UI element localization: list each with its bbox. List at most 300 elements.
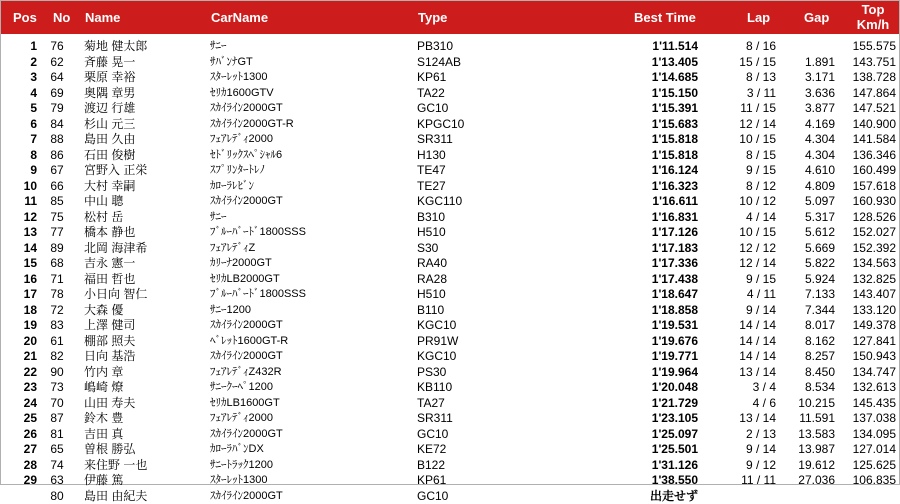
cell-best-time: 1'13.405 <box>600 55 698 71</box>
cell-best-time: 1'31.126 <box>600 458 698 474</box>
cell-best-time: 1'17.126 <box>600 225 698 241</box>
cell-carname: ｽﾀｰﾚｯﾄ1300 <box>210 473 267 489</box>
cell-lap: 12 / 14 <box>700 256 776 272</box>
cell-no: 84 <box>42 117 72 133</box>
cell-name: 伊藤 篤 <box>84 473 123 489</box>
header-type: Type <box>418 10 447 25</box>
cell-carname: ﾌｪｱﾚﾃﾞｨ2000 <box>210 132 273 148</box>
cell-best-time: 1'19.531 <box>600 318 698 334</box>
header-no: No <box>53 10 70 25</box>
cell-name: 上澤 健司 <box>84 318 135 334</box>
cell-best-time: 1'16.323 <box>600 179 698 195</box>
table-row <box>0 318 900 334</box>
cell-carname: ﾌﾞﾙｰﾊﾞｰﾄﾞ1800SSS <box>210 225 306 241</box>
cell-best-time: 1'38.550 <box>600 473 698 489</box>
cell-gap: 8.534 <box>780 380 835 396</box>
cell-lap: 13 / 14 <box>700 365 776 381</box>
cell-pos: 13 <box>0 225 37 241</box>
cell-no: 81 <box>42 427 72 443</box>
cell-type: GC10 <box>417 489 448 504</box>
cell-type: KB110 <box>417 380 452 396</box>
cell-gap: 7.133 <box>780 287 835 303</box>
cell-no: 87 <box>42 411 72 427</box>
cell-no: 74 <box>42 458 72 474</box>
cell-top-speed: 127.014 <box>840 442 896 458</box>
cell-name: 棚部 照夫 <box>84 334 135 350</box>
cell-gap: 4.169 <box>780 117 835 133</box>
cell-type: KPGC10 <box>417 117 464 133</box>
cell-gap: 4.610 <box>780 163 835 179</box>
cell-type: PB310 <box>417 39 453 55</box>
cell-no: 68 <box>42 256 72 272</box>
table-row <box>0 334 900 350</box>
cell-pos: 23 <box>0 380 37 396</box>
cell-pos: 16 <box>0 272 37 288</box>
cell-lap: 10 / 12 <box>700 194 776 210</box>
cell-name: 島田 由紀夫 <box>84 489 147 504</box>
cell-best-time: 1'15.150 <box>600 86 698 102</box>
cell-no: 70 <box>42 396 72 412</box>
cell-type: B122 <box>417 458 445 474</box>
results-rows <box>0 39 900 504</box>
cell-name: 日向 基浩 <box>84 349 135 365</box>
cell-no: 76 <box>42 39 72 55</box>
cell-best-time: 出走せず <box>600 489 698 504</box>
cell-best-time: 1'21.729 <box>600 396 698 412</box>
cell-carname: ｽｶｲﾗｲﾝ2000GT <box>210 194 283 210</box>
cell-pos: 11 <box>0 194 37 210</box>
table-row <box>0 179 900 195</box>
cell-gap: 13.987 <box>780 442 835 458</box>
table-row <box>0 473 900 489</box>
cell-name: 曽根 勝弘 <box>84 442 135 458</box>
header-best-time: Best Time <box>634 10 696 25</box>
cell-lap: 8 / 15 <box>700 148 776 164</box>
cell-best-time: 1'23.105 <box>600 411 698 427</box>
cell-lap: 3 / 11 <box>700 86 776 102</box>
cell-pos: 14 <box>0 241 37 257</box>
cell-pos: 2 <box>0 55 37 71</box>
cell-no: 64 <box>42 70 72 86</box>
table-row <box>0 148 900 164</box>
cell-carname: ﾌｪｱﾚﾃﾞｨ2000 <box>210 411 273 427</box>
table-row <box>0 427 900 443</box>
cell-no: 73 <box>42 380 72 396</box>
cell-name: 杉山 元三 <box>84 117 135 133</box>
cell-no: 85 <box>42 194 72 210</box>
cell-pos: 8 <box>0 148 37 164</box>
cell-best-time: 1'14.685 <box>600 70 698 86</box>
cell-type: B310 <box>417 210 445 226</box>
cell-pos: 28 <box>0 458 37 474</box>
cell-best-time: 1'18.647 <box>600 287 698 303</box>
cell-gap: 5.822 <box>780 256 835 272</box>
cell-carname: ｽﾀｰﾚｯﾄ1300 <box>210 70 267 86</box>
cell-type: S30 <box>417 241 438 257</box>
cell-lap: 9 / 14 <box>700 442 776 458</box>
cell-gap: 5.097 <box>780 194 835 210</box>
cell-best-time: 1'16.611 <box>600 194 698 210</box>
cell-type: KGC110 <box>417 194 462 210</box>
header-lap: Lap <box>747 10 770 25</box>
cell-top-speed: 140.900 <box>840 117 896 133</box>
cell-type: GC10 <box>417 101 448 117</box>
cell-gap: 11.591 <box>780 411 835 427</box>
cell-gap: 8.450 <box>780 365 835 381</box>
cell-carname: ｻﾆｰ <box>210 210 227 226</box>
cell-pos: 27 <box>0 442 37 458</box>
cell-pos: 24 <box>0 396 37 412</box>
cell-carname: ｶﾛｰﾗﾊﾞﾝDX <box>210 442 264 458</box>
cell-gap: 5.317 <box>780 210 835 226</box>
header-top-line1: Top <box>853 2 893 17</box>
table-row <box>0 380 900 396</box>
cell-top-speed: 147.864 <box>840 86 896 102</box>
cell-top-speed: 125.625 <box>840 458 896 474</box>
cell-top-speed: 134.747 <box>840 365 896 381</box>
table-row <box>0 287 900 303</box>
cell-name: 山田 寿夫 <box>84 396 135 412</box>
cell-no: 77 <box>42 225 72 241</box>
cell-top-speed: 157.618 <box>840 179 896 195</box>
cell-carname: ｾﾘｶLB1600GT <box>210 396 280 412</box>
cell-lap: 4 / 14 <box>700 210 776 226</box>
cell-top-speed: 134.095 <box>840 427 896 443</box>
table-header <box>1 1 899 34</box>
cell-name: 北岡 海津希 <box>84 241 147 257</box>
cell-carname: ｾﾄﾞﾘｯｸｽﾍﾟｼｬﾙ6 <box>210 148 282 164</box>
table-row <box>0 272 900 288</box>
cell-carname: ﾌｪｱﾚﾃﾞｨZ <box>210 241 255 257</box>
cell-type: KGC10 <box>417 349 456 365</box>
cell-no: 75 <box>42 210 72 226</box>
cell-name: 小日向 智仁 <box>84 287 147 303</box>
cell-no: 65 <box>42 442 72 458</box>
table-row <box>0 210 900 226</box>
cell-carname: ｽｶｲﾗｲﾝ2000GT-R <box>210 117 294 133</box>
cell-lap: 15 / 15 <box>700 55 776 71</box>
table-row <box>0 458 900 474</box>
cell-name: 鈴木 豊 <box>84 411 123 427</box>
cell-carname: ｽｶｲﾗｲﾝ2000GT <box>210 318 283 334</box>
cell-name: 奥隅 章男 <box>84 86 135 102</box>
cell-no: 78 <box>42 287 72 303</box>
cell-best-time: 1'19.676 <box>600 334 698 350</box>
cell-lap: 14 / 14 <box>700 334 776 350</box>
cell-no: 79 <box>42 101 72 117</box>
cell-lap: 13 / 14 <box>700 411 776 427</box>
cell-carname: ｻﾆｰ1200 <box>210 303 251 319</box>
table-row <box>0 256 900 272</box>
cell-type: RA28 <box>417 272 447 288</box>
header-gap: Gap <box>804 10 829 25</box>
cell-best-time: 1'18.858 <box>600 303 698 319</box>
cell-top-speed: 137.038 <box>840 411 896 427</box>
cell-top-speed: 152.392 <box>840 241 896 257</box>
cell-type: H510 <box>417 287 446 303</box>
cell-best-time: 1'11.514 <box>600 39 698 55</box>
cell-best-time: 1'19.964 <box>600 365 698 381</box>
cell-best-time: 1'16.831 <box>600 210 698 226</box>
cell-top-speed: 155.575 <box>840 39 896 55</box>
cell-no: 82 <box>42 349 72 365</box>
cell-gap: 8.257 <box>780 349 835 365</box>
cell-name: 大村 幸嗣 <box>84 179 135 195</box>
cell-pos: 19 <box>0 318 37 334</box>
table-row <box>0 411 900 427</box>
cell-top-speed: 138.728 <box>840 70 896 86</box>
table-row <box>0 303 900 319</box>
cell-top-speed: 141.584 <box>840 132 896 148</box>
cell-name: 斉藤 晃一 <box>84 55 135 71</box>
cell-type: GC10 <box>417 427 448 443</box>
cell-pos: 20 <box>0 334 37 350</box>
cell-lap: 12 / 14 <box>700 117 776 133</box>
cell-top-speed: 160.930 <box>840 194 896 210</box>
cell-type: KP61 <box>417 70 446 86</box>
cell-name: 竹内 章 <box>84 365 123 381</box>
cell-best-time: 1'15.683 <box>600 117 698 133</box>
cell-type: S124AB <box>417 55 461 71</box>
table-row <box>0 70 900 86</box>
cell-gap: 4.304 <box>780 132 835 148</box>
cell-pos: 29 <box>0 473 37 489</box>
cell-top-speed: 134.563 <box>840 256 896 272</box>
cell-name: 大森 優 <box>84 303 123 319</box>
cell-gap: 19.612 <box>780 458 835 474</box>
cell-type: TE47 <box>417 163 446 179</box>
cell-no: 89 <box>42 241 72 257</box>
cell-name: 菊地 健太郎 <box>84 39 147 55</box>
cell-top-speed: 150.943 <box>840 349 896 365</box>
cell-lap: 11 / 11 <box>700 473 776 489</box>
cell-name: 渡辺 行雄 <box>84 101 135 117</box>
cell-gap: 4.304 <box>780 148 835 164</box>
cell-pos: 7 <box>0 132 37 148</box>
cell-gap: 13.583 <box>780 427 835 443</box>
cell-top-speed: 152.027 <box>840 225 896 241</box>
cell-carname: ｾﾘｶLB2000GT <box>210 272 280 288</box>
cell-pos: 21 <box>0 349 37 365</box>
table-row <box>0 132 900 148</box>
cell-best-time: 1'20.048 <box>600 380 698 396</box>
cell-pos: 3 <box>0 70 37 86</box>
cell-top-speed: 106.835 <box>840 473 896 489</box>
table-row <box>0 349 900 365</box>
cell-top-speed: 136.346 <box>840 148 896 164</box>
header-top-line2: Km/h <box>853 17 893 32</box>
cell-top-speed: 149.378 <box>840 318 896 334</box>
cell-name: 島田 久由 <box>84 132 135 148</box>
cell-type: KE72 <box>417 442 446 458</box>
cell-top-speed: 127.841 <box>840 334 896 350</box>
cell-best-time: 1'15.391 <box>600 101 698 117</box>
cell-no: 67 <box>42 163 72 179</box>
cell-lap: 9 / 14 <box>700 303 776 319</box>
cell-lap: 9 / 12 <box>700 458 776 474</box>
cell-lap: 14 / 14 <box>700 349 776 365</box>
cell-best-time: 1'17.183 <box>600 241 698 257</box>
cell-best-time: 1'25.501 <box>600 442 698 458</box>
cell-no: 62 <box>42 55 72 71</box>
cell-no: 71 <box>42 272 72 288</box>
cell-carname: ｻﾆｰﾄﾗｯｸ1200 <box>210 458 273 474</box>
cell-carname: ｽｶｲﾗｲﾝ2000GT <box>210 349 283 365</box>
cell-gap: 8.017 <box>780 318 835 334</box>
header-carname: CarName <box>211 10 268 25</box>
cell-gap: 8.162 <box>780 334 835 350</box>
cell-type: TA22 <box>417 86 445 102</box>
cell-type: SR311 <box>417 132 453 148</box>
cell-pos: 22 <box>0 365 37 381</box>
cell-no: 66 <box>42 179 72 195</box>
cell-type: B110 <box>417 303 444 319</box>
cell-lap: 4 / 11 <box>700 287 776 303</box>
cell-top-speed: 133.120 <box>840 303 896 319</box>
cell-carname: ｶﾛｰﾗﾚﾋﾞﾝ <box>210 179 254 195</box>
cell-lap: 4 / 6 <box>700 396 776 412</box>
cell-type: PR91W <box>417 334 458 350</box>
cell-name: 吉田 真 <box>84 427 123 443</box>
cell-type: KP61 <box>417 473 446 489</box>
cell-best-time: 1'16.124 <box>600 163 698 179</box>
cell-pos: 10 <box>0 179 37 195</box>
table-row <box>0 163 900 179</box>
cell-lap: 9 / 15 <box>700 272 776 288</box>
table-row <box>0 55 900 71</box>
cell-pos: 6 <box>0 117 37 133</box>
cell-top-speed: 132.613 <box>840 380 896 396</box>
cell-top-speed: 145.435 <box>840 396 896 412</box>
header-top-speed <box>853 2 893 32</box>
cell-gap: 5.924 <box>780 272 835 288</box>
cell-no: 61 <box>42 334 72 350</box>
cell-carname: ｽｶｲﾗｲﾝ2000GT <box>210 427 283 443</box>
cell-type: TE27 <box>417 179 446 195</box>
cell-gap: 7.344 <box>780 303 835 319</box>
cell-pos: 1 <box>0 39 37 55</box>
cell-name: 嶋崎 燎 <box>84 380 123 396</box>
cell-name: 宮野入 正栄 <box>84 163 147 179</box>
cell-carname: ｻﾊﾞﾝﾅGT <box>210 55 253 71</box>
cell-top-speed: 147.521 <box>840 101 896 117</box>
cell-name: 中山 聰 <box>84 194 123 210</box>
header-pos: Pos <box>13 10 37 25</box>
cell-best-time: 1'15.818 <box>600 148 698 164</box>
cell-name: 橋本 静也 <box>84 225 135 241</box>
table-row <box>0 225 900 241</box>
cell-lap: 8 / 12 <box>700 179 776 195</box>
cell-carname: ｽｶｲﾗｲﾝ2000GT <box>210 489 283 504</box>
table-row <box>0 396 900 412</box>
cell-type: RA40 <box>417 256 447 272</box>
cell-top-speed: 143.751 <box>840 55 896 71</box>
cell-best-time: 1'19.771 <box>600 349 698 365</box>
cell-carname: ｽﾌﾟﾘﾝﾀｰﾄﾚﾉ <box>210 163 265 179</box>
cell-carname: ｽｶｲﾗｲﾝ2000GT <box>210 101 283 117</box>
cell-lap: 9 / 15 <box>700 163 776 179</box>
cell-gap: 10.215 <box>780 396 835 412</box>
table-row <box>0 241 900 257</box>
table-row <box>0 117 900 133</box>
cell-no: 80 <box>42 489 72 504</box>
cell-best-time: 1'17.438 <box>600 272 698 288</box>
cell-lap: 12 / 12 <box>700 241 776 257</box>
cell-type: SR311 <box>417 411 453 427</box>
cell-type: H130 <box>417 148 446 164</box>
cell-no: 83 <box>42 318 72 334</box>
cell-pos: 4 <box>0 86 37 102</box>
cell-lap: 8 / 13 <box>700 70 776 86</box>
table-row <box>0 39 900 55</box>
cell-name: 石田 俊樹 <box>84 148 135 164</box>
cell-no: 69 <box>42 86 72 102</box>
cell-pos: 12 <box>0 210 37 226</box>
table-row <box>0 101 900 117</box>
cell-lap: 2 / 13 <box>700 427 776 443</box>
cell-type: KGC10 <box>417 318 456 334</box>
cell-pos: 18 <box>0 303 37 319</box>
cell-name: 来住野 一也 <box>84 458 147 474</box>
cell-name: 栗原 幸裕 <box>84 70 135 86</box>
cell-pos: 9 <box>0 163 37 179</box>
cell-no: 90 <box>42 365 72 381</box>
cell-lap: 10 / 15 <box>700 225 776 241</box>
table-row <box>0 489 900 504</box>
cell-lap: 10 / 15 <box>700 132 776 148</box>
cell-type: TA27 <box>417 396 445 412</box>
cell-lap: 14 / 14 <box>700 318 776 334</box>
cell-best-time: 1'17.336 <box>600 256 698 272</box>
cell-gap: 3.171 <box>780 70 835 86</box>
cell-best-time: 1'15.818 <box>600 132 698 148</box>
cell-carname: ﾌｪｱﾚﾃﾞｨZ432R <box>210 365 282 381</box>
cell-lap: 3 / 4 <box>700 380 776 396</box>
cell-no: 88 <box>42 132 72 148</box>
table-row <box>0 86 900 102</box>
cell-lap: 11 / 15 <box>700 101 776 117</box>
cell-carname: ｻﾆｰｸｰﾍﾟ1200 <box>210 380 273 396</box>
cell-type: H510 <box>417 225 446 241</box>
table-row <box>0 442 900 458</box>
cell-pos: 15 <box>0 256 37 272</box>
cell-carname: ｻﾆｰ <box>210 39 227 55</box>
cell-carname: ﾌﾞﾙｰﾊﾞｰﾄﾞ1800SSS <box>210 287 306 303</box>
cell-type: PS30 <box>417 365 446 381</box>
cell-gap: 1.891 <box>780 55 835 71</box>
cell-carname: ｶﾘｰﾅ2000GT <box>210 256 272 272</box>
cell-pos: 26 <box>0 427 37 443</box>
cell-pos: 17 <box>0 287 37 303</box>
table-row <box>0 194 900 210</box>
cell-top-speed: 160.499 <box>840 163 896 179</box>
cell-pos: 5 <box>0 101 37 117</box>
cell-carname: ｾﾘｶ1600GTV <box>210 86 274 102</box>
cell-pos: 25 <box>0 411 37 427</box>
cell-name: 吉永 憲一 <box>84 256 135 272</box>
cell-lap: 8 / 16 <box>700 39 776 55</box>
cell-no: 86 <box>42 148 72 164</box>
cell-gap: 5.669 <box>780 241 835 257</box>
cell-top-speed: 143.407 <box>840 287 896 303</box>
cell-top-speed: 132.825 <box>840 272 896 288</box>
cell-best-time: 1'25.097 <box>600 427 698 443</box>
cell-name: 福田 哲也 <box>84 272 135 288</box>
cell-gap: 4.809 <box>780 179 835 195</box>
cell-gap: 5.612 <box>780 225 835 241</box>
cell-name: 松村 岳 <box>84 210 123 226</box>
cell-gap: 27.036 <box>780 473 835 489</box>
